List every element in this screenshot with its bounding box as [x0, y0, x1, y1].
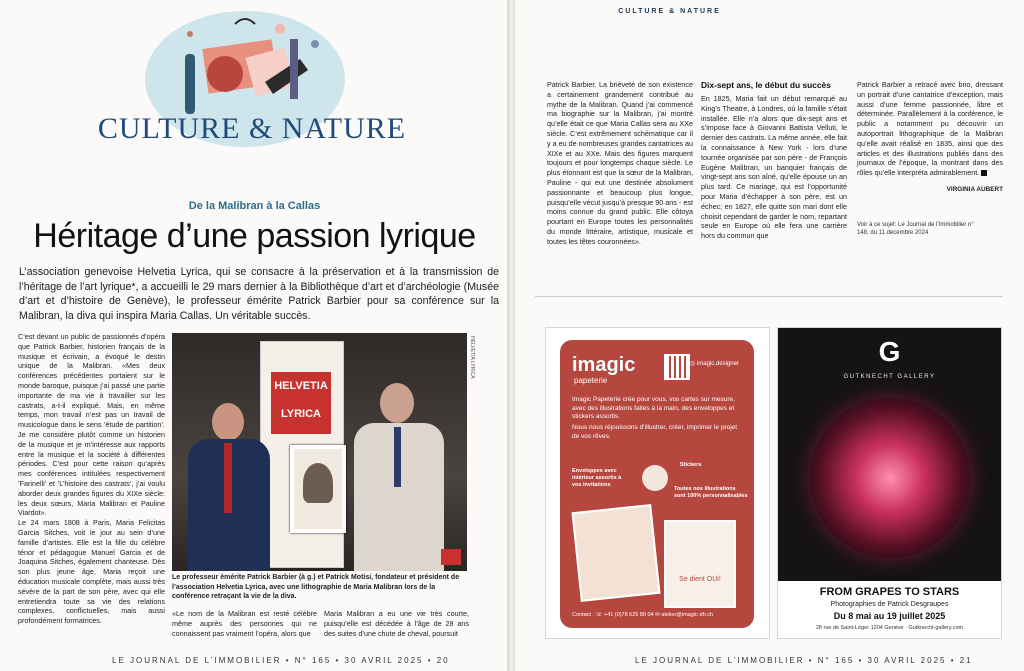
right-column-3: Patrick Barbier a retracé avec brio, dressant un portrait d’une cantatrice d’exception, mais aussi d’une femme passionnée, libre et déterminée. Parallèlement à la conférence, le public a notamment pu découvrir un autoportrait lithographique de la Malibran qu’elle avait réalisé en 1835, ainsi que des articles et des illustrations publiés dans des journaux de l’époque, la montrant dans des rôles qu’elle interpréta admirablement. VIRGINIA AUBERT Voir à ce sujet: Le Journal de l’Immobilier n° 148, du 11 décembre 2024: [857, 80, 1003, 236]
imagic-sticker: [642, 465, 668, 491]
subhead: Dix-sept ans, le début du succès: [701, 80, 831, 90]
divider: [535, 296, 1003, 297]
imagic-brand-sub: papeterie: [574, 376, 608, 385]
article-headline: Héritage d’une passion lyrique: [33, 217, 476, 255]
body-column-2: «Le nom de la Malibran est resté célèbre même auprès des personnes qui ne connaissent pas vraiment l’opéra, alors que: [172, 609, 317, 638]
imagic-contact: Contact : ☏ +41 (0)78 625 80 04 ✉ atelier@imagic-dh.ch: [572, 612, 714, 618]
right-column-1: Patrick Barbier. La brièveté de son existence a certainement grandement contribué au mythe de la Malibran. Quand j’ai commencé ma biographie sur la Malibran, j’ai montré qu’elle était ce que Maria Callas sera au XXe siècle. C’est extrêmement schématique car il y a eu de nombreuses grandes cantatrices au XIXe et au XXe. Mais des figures marquent toujours et pour longtemps chaque siècle. Le plus étonnant est que la sœur de la Malibran, Pauline - qui eut une destinée absolument passionnante et beaucoup plus longue, puisqu’elle vécut jusqu’à presque 90 ans - est moins connue du grand public. Elle côtoya pourtant en Europe toutes les personnalités du monde littéraire, artistique, musicale et toutes les têtes couronnées».: [547, 80, 693, 246]
article-kicker: De la Malibran à la Callas: [188, 200, 321, 212]
running-head: CULTURE & NATURE: [618, 8, 721, 15]
article-dek: L’association genevoise Helvetia Lyrica, qui se consacre à la préservation et à la transmission de l’héritage de l’art lyrique*, a accueilli le 29 mars dernier à la Bibliothèque d’art et d’archéologie (Musée d’art et d’histoire de Genève), le professeur émérite Patrick Barbier pour sa conférence sur la Malibran, la diva qui inspira Maria Callas. Un véritable succès.: [19, 266, 499, 322]
imagic-ad-panel: [560, 340, 754, 628]
imagic-brand: imagic: [572, 354, 636, 376]
person-right: [350, 383, 446, 571]
gutknecht-ad: [777, 327, 1002, 639]
qr-code: [664, 354, 690, 380]
left-page: [0, 0, 509, 671]
envelope: [572, 504, 661, 602]
photo-caption: Le professeur émérite Patrick Barbier (à g.) et Patrick Motisi, fondateur et président de l’association Helvetia Lyrica, avec une lithographie de Maria Malibran lors de la conférence retraçant la vie de la diva.: [172, 574, 460, 600]
gallery-image: [810, 398, 970, 558]
left-folio: LE JOURNAL DE L’IMMOBILIER • N° 165 • 30 AVRIL 2025 • 20: [112, 656, 450, 665]
imagic-tag-1: Enveloppes avec intérieur assortis à vos invitations: [572, 468, 622, 488]
author: VIRGINIA AUBERT: [946, 185, 1003, 193]
imagic-text-2: Nous nous réjouissons d’illustrer, créer, imprimer le projet de vos rêves.: [572, 424, 738, 440]
gutknecht-subtitle: Photographies de Patrick Desgraupes: [830, 601, 949, 608]
gutknecht-name: GUTKNECHT GALLERY: [843, 374, 936, 380]
instagram-handle: ◎ imagic.designer: [690, 361, 739, 367]
banner: HELVETIA LYRICA: [260, 341, 344, 568]
person-left: [182, 403, 272, 571]
imagic-text-1: Imagic Papeterie crée pour vous, vos cartes sur mesure, avec des illustrations faites à la main, des enveloppes et stickers assortis.: [572, 396, 735, 420]
imagic-tag-3: Toutes nos illustrations sont 100% personnalisables: [674, 486, 748, 499]
right-folio: LE JOURNAL DE L’IMMOBILIER • N° 165 • 30 AVRIL 2025 • 21: [635, 656, 973, 665]
photo-credit: HELVETIA LYRICA: [469, 336, 475, 379]
end-mark-icon: [981, 170, 987, 176]
section-title: CULTURE & NATURE: [97, 112, 407, 145]
gutknecht-logo: G: [878, 336, 901, 367]
article-photo: [172, 333, 467, 571]
helvetia-logo-badge: [441, 549, 461, 565]
gutknecht-dates: Du 8 mai au 19 juillet 2025: [833, 611, 946, 621]
wedding-card: Se dient OUi!: [664, 520, 736, 608]
footnote: Voir à ce sujet: Le Journal de l’Immobilier n° 148, du 11 décembre 2024: [857, 221, 974, 236]
right-page: [515, 0, 1024, 671]
body-column-1: C’est devant un public de passionnés d’opéra que Patrick Barbier, historien français de la musique et écrivain, a évoqué le destin unique de la Malibran. «Mes deux conférences précédentes portaient sur le monde baroque, puisque j’ai passé une partie importante de ma vie à travailler sur les castrats, a-t-il expliqué. Mais, en même temps, mon travail n’est pas un travail de musicologue dans le sens ’étude de partition’. Je me considère plutôt comme un historien de la musique et je m’intéresse aux rapports entre la musique et la société à différentes périodes. C’est pour cette raison qu’après mes conférences intitulées respectivement ’Farinelli’ et ’L’histoire des castrats’, j’ai voulu aborder deux grandes figures du XIXe siècle: les deux sœurs, Maria Malibran et Pauline Viardot». Le 24 mars 1808 à Paris, Maria Felicitas Garcia Sitches, voit le jour au sein d’une famille d’artistes. Elle est la fille du célèbre ténor et pédagogue Manuel Garcia et de Joaquina Sitches, également chanteuse. Dès son plus jeune âge, Maria reçoit une éducation musicale complète, mais aussi très sévère de la part de son père, avec qui elle entretiendra toute sa vie des relations complexes, conflictuelles, mais aussi profondément formatrices.: [18, 332, 165, 626]
gutknecht-address: 28 rue de Saint-Léger 1204 Genève · Gutknecht-gallery.com: [815, 625, 964, 631]
lithograph-frame: [290, 445, 346, 533]
gutknecht-title: FROM GRAPES TO STARS: [819, 586, 960, 598]
body-column-3: Maria Malibran a eu une vie très courte, puisqu’elle est décédée à l’âge de 28 ans des suites d’une chute de cheval, poursuit: [324, 609, 469, 638]
imagic-ad: [545, 327, 770, 639]
imagic-tag-2: Stickers: [680, 462, 702, 468]
gutknecht-top: [778, 328, 1001, 581]
right-column-2: Dix-sept ans, le début du succès En 1825, Maria fait un début remarqué au King’s Theatre, à Londres, où la famille s’était installée. Elle n’a alors que dix-sept ans et s’impose face à Giovanni Battista Velluti, le dernier des castrats. La même année, elle fait la connaissance à New York - lors d’une tournée organisée par son père - de François Eugène Malibran, un banquier français de vingt-sept ans son aîné, qu’elle épouse un an plus tard. Ce mariage, qui est l’opportunité pour Maria d’échapper à son père, est un échec; en 1827, elle quitte son mari dont elle choisit cependant de garder le nom, repartant seule en Europe où elle fera une carrière hors du commun que: [701, 80, 847, 241]
